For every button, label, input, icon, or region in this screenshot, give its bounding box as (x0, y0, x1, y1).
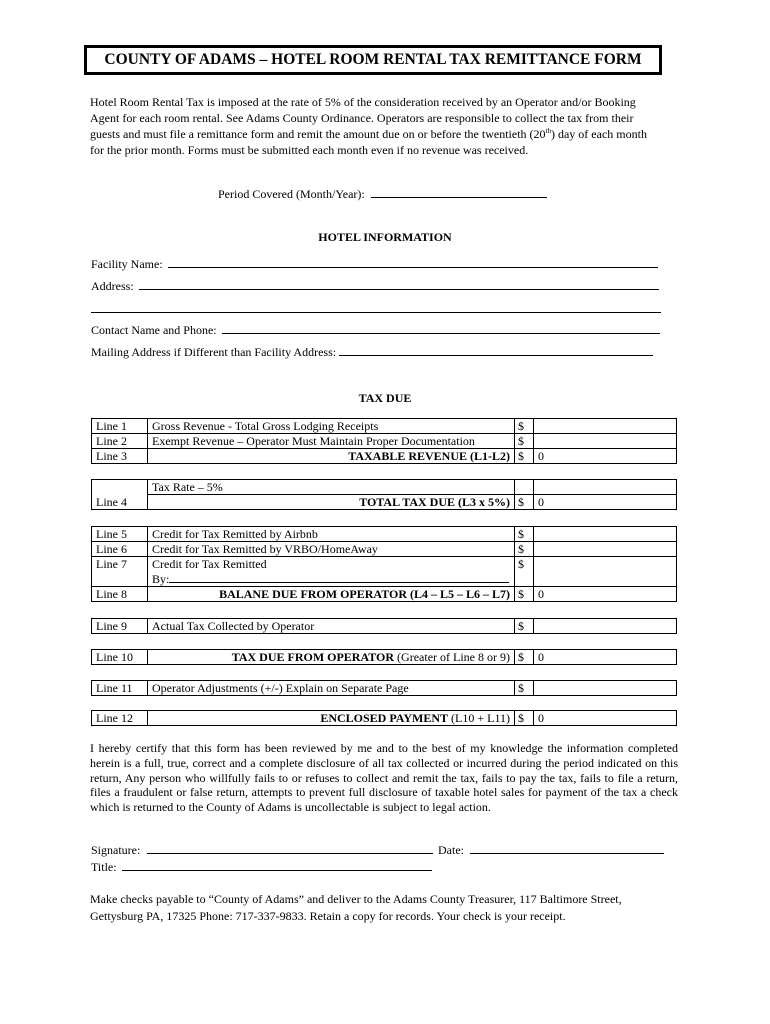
mailing-address-label: Mailing Address if Different than Facility Address: (91, 345, 337, 359)
tax-table-line-4 (91, 479, 677, 510)
table-row (92, 557, 677, 587)
intro-line-1: Hotel Room Rental Tax is imposed at the rate of 5% of the consideration received by an Operator and/or Booking (90, 95, 636, 109)
date-field (438, 842, 664, 857)
line-number: Line 9 (92, 619, 148, 634)
line-12-note: (L10 + L11) (448, 711, 510, 725)
tax-table-line-10 (91, 649, 677, 665)
blank-cell (534, 480, 677, 495)
line-10-amount: 0 (534, 650, 677, 665)
line-7-description: Credit for Tax Remitted (152, 557, 267, 571)
address-line-2-input[interactable] (91, 301, 661, 313)
tax-table-line-12 (91, 710, 677, 726)
address-input[interactable] (139, 278, 659, 290)
table-row (92, 419, 677, 434)
by-label: By: (152, 572, 170, 586)
currency-sign: $ (515, 419, 534, 434)
currency-sign: $ (515, 650, 534, 665)
table-row (92, 619, 677, 634)
contact-field (91, 322, 660, 337)
line-8-amount: 0 (534, 587, 677, 602)
line-description (148, 711, 515, 726)
table-row (92, 449, 677, 464)
certification-paragraph: I hereby certify that this form has been reviewed by me and to the best of my knowledge the information completed herein is a full, true, correct and a complete disclosure of all tax collected or incurred during the period indicated on this return, Any person who willfully fails to or refuses to collect and remit the tax, fails to pay the tax, fails to file a return, files a fraudulent or false return, attempts to prevent full disclosure of taxable hotel sales for payment of the tax a check which is returned to the County of Adams is uncollectable is subject to legal action. (90, 741, 678, 815)
currency-sign: $ (515, 527, 534, 542)
line-number: Line 7 (92, 557, 148, 587)
line-number: Line 8 (92, 587, 148, 602)
intro-line-3: guests and must file a remittance form and remit the amount due on or before the twentieth (20th) day of each month (90, 127, 647, 141)
line-number: Line 11 (92, 681, 148, 696)
line-12-title: ENCLOSED PAYMENT (320, 711, 449, 725)
currency-sign: $ (515, 681, 534, 696)
tax-rate-label: Tax Rate – 5% (148, 480, 515, 495)
mailing-address-input[interactable] (339, 344, 653, 356)
address-line-2-field (91, 301, 661, 316)
table-row (92, 480, 677, 495)
signature-label: Signature: (91, 843, 141, 857)
facility-name-label: Facility Name: (91, 257, 163, 271)
line-description: TOTAL TAX DUE (L3 x 5%) (148, 495, 515, 510)
line-11-amount-input[interactable] (534, 681, 677, 696)
mailing-address-field (91, 344, 653, 359)
tax-table-line-9 (91, 618, 677, 634)
currency-sign: $ (515, 434, 534, 449)
line-number: Line 12 (92, 711, 148, 726)
facility-name-field (91, 256, 658, 271)
table-row (92, 681, 677, 696)
title-label: Title: (91, 860, 117, 874)
line-3-amount: 0 (534, 449, 677, 464)
line-4-amount: 0 (534, 495, 677, 510)
line-description: Actual Tax Collected by Operator (148, 619, 515, 634)
line-description: Exempt Revenue – Operator Must Maintain Proper Documentation (148, 434, 515, 449)
tax-table-lines-5-8 (91, 526, 677, 602)
line-6-amount-input[interactable] (534, 542, 677, 557)
line-description: BALANE DUE FROM OPERATOR (L4 – L5 – L6 – L7) (148, 587, 515, 602)
line-9-amount-input[interactable] (534, 619, 677, 634)
line-description: Credit for Tax Remitted by Airbnb (148, 527, 515, 542)
line-5-amount-input[interactable] (534, 527, 677, 542)
table-row (92, 711, 677, 726)
line-12-amount: 0 (534, 711, 677, 726)
contact-input[interactable] (222, 322, 660, 334)
line-1-amount-input[interactable] (534, 419, 677, 434)
currency-sign: $ (515, 587, 534, 602)
line-number: Line 10 (92, 650, 148, 665)
date-input[interactable] (470, 842, 664, 854)
tax-table-lines-1-3 (91, 418, 677, 464)
currency-sign: $ (515, 542, 534, 557)
currency-sign: $ (515, 557, 534, 587)
intro-paragraph (90, 94, 690, 158)
hotel-information-heading: HOTEL INFORMATION (318, 230, 452, 244)
closing-paragraph: Make checks payable to “County of Adams” and deliver to the Adams County Treasurer, 117 Baltimore Street, Gettysburg PA, 17325 Phone: 717-337-9833. Retain a copy for records. Your check is your receipt. (90, 892, 622, 923)
line-description: Gross Revenue - Total Gross Lodging Receipts (148, 419, 515, 434)
title-field (91, 859, 432, 874)
line-description: Credit for Tax Remitted by VRBO/HomeAway (148, 542, 515, 557)
tax-due-heading: TAX DUE (358, 391, 412, 405)
contact-label: Contact Name and Phone: (91, 323, 217, 337)
line-10-title: TAX DUE FROM OPERATOR (231, 650, 395, 664)
tax-table-line-11 (91, 680, 677, 696)
line-number: Line 4 (92, 495, 148, 510)
line-10-note: (Greater of Line 8 or 9) (394, 650, 510, 664)
table-row (92, 587, 677, 602)
currency-sign: $ (515, 449, 534, 464)
line-2-amount-input[interactable] (534, 434, 677, 449)
line-description: TAXABLE REVENUE (L1-L2) (148, 449, 515, 464)
line-7-by-field (152, 571, 510, 586)
date-label: Date: (438, 843, 464, 857)
currency-sign: $ (515, 619, 534, 634)
intro-line-2: Agent for each room rental. See Adams County Ordinance. Operators are responsible to collect the tax from their (90, 111, 634, 125)
form-title: COUNTY OF ADAMS – HOTEL ROOM RENTAL TAX REMITTANCE FORM (84, 45, 662, 75)
intro-line-4: for the prior month. Forms must be submitted each month even if no revenue was received. (90, 143, 529, 157)
address-field (91, 278, 659, 293)
title-input[interactable] (122, 859, 432, 871)
address-label: Address: (91, 279, 134, 293)
line-description (148, 650, 515, 665)
table-row (92, 650, 677, 665)
table-row (92, 434, 677, 449)
currency-sign: $ (515, 711, 534, 726)
period-covered-label: Period Covered (Month/Year): (218, 187, 365, 201)
line-7-amount-input[interactable] (534, 557, 677, 587)
line-number: Line 3 (92, 449, 148, 464)
period-covered-input[interactable] (371, 186, 547, 198)
line-number: Line 2 (92, 434, 148, 449)
line-number: Line 1 (92, 419, 148, 434)
table-row (92, 527, 677, 542)
signature-input[interactable] (147, 842, 433, 854)
currency-sign: $ (515, 495, 534, 510)
line-7-by-input[interactable] (169, 571, 509, 583)
signature-field (91, 842, 433, 857)
line-description (148, 557, 515, 587)
facility-name-input[interactable] (168, 256, 658, 268)
line-number: Line 5 (92, 527, 148, 542)
line-number: Line 6 (92, 542, 148, 557)
line-description: Operator Adjustments (+/-) Explain on Separate Page (148, 681, 515, 696)
table-row (92, 495, 677, 510)
period-covered-field (218, 186, 547, 201)
table-row (92, 542, 677, 557)
blank-cell (515, 480, 534, 495)
blank-cell (92, 480, 148, 495)
